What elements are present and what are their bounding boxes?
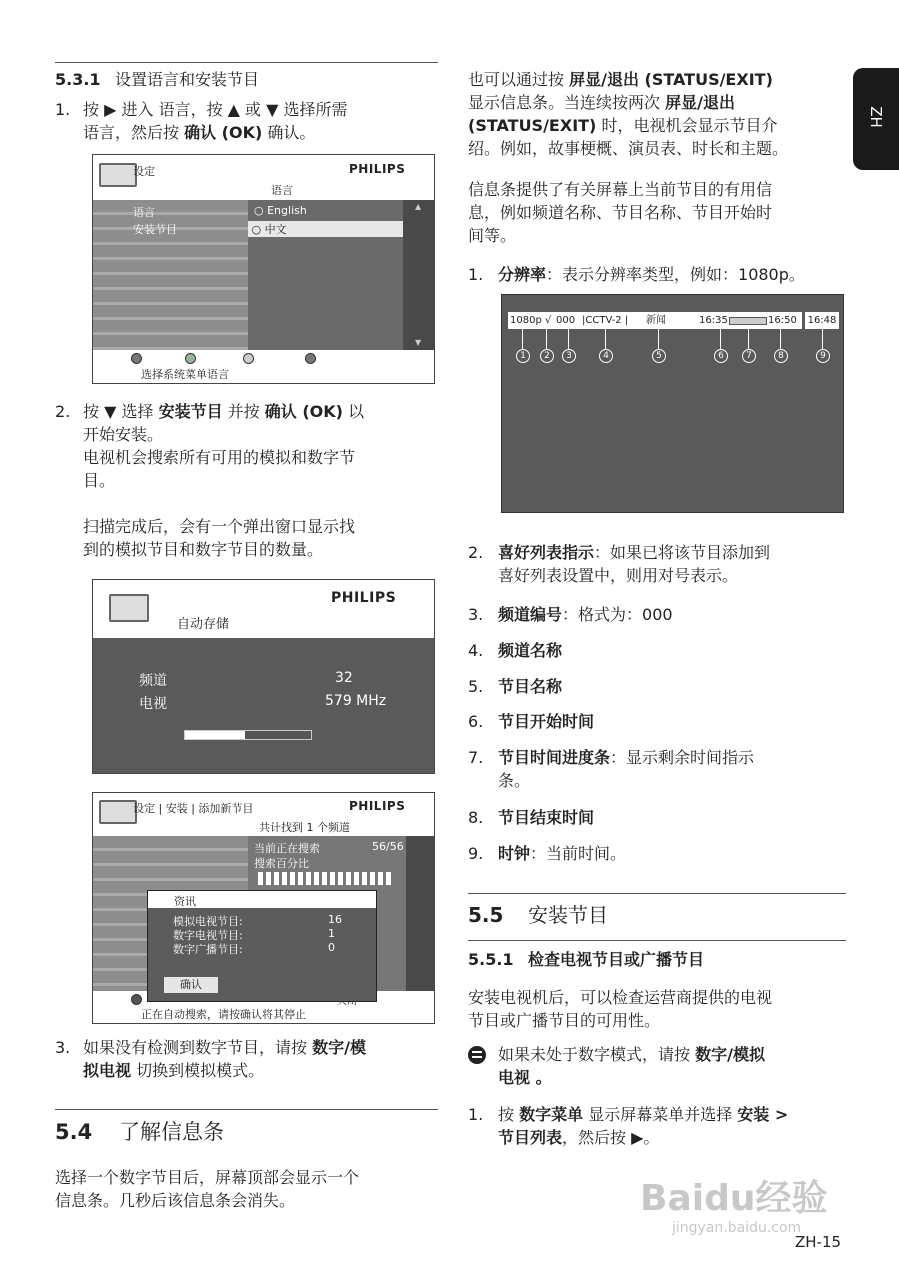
- section-heading-5-5: 5.5 安装节目: [468, 903, 608, 927]
- marker-7: 7: [742, 349, 756, 363]
- popup-row-value: 1: [328, 927, 335, 940]
- menu-item-language[interactable]: 语言: [133, 206, 155, 219]
- popup-row: 数字广播节目:: [173, 943, 243, 956]
- tv-label: 电视: [139, 696, 167, 712]
- marker-2: 2: [540, 349, 554, 363]
- section-heading-5-4: 5.4 了解信息条: [55, 1120, 224, 1144]
- infobar-channel-number: 000: [556, 315, 576, 326]
- marker-line: [522, 329, 523, 349]
- popup-row: 模拟电视节目:: [173, 915, 243, 928]
- scrollbar[interactable]: [403, 200, 434, 350]
- list-item: 1. 分辨率：表示分辨率类型，例如：1080p。: [468, 265, 805, 284]
- screen-header: [93, 793, 434, 836]
- marker-line: [748, 329, 749, 349]
- page-number: ZH-15: [795, 1233, 842, 1251]
- infobar-program-name: 新闻: [646, 315, 666, 326]
- tv-icon: [99, 163, 137, 187]
- step-1: 1. 按 ▶ 进入 语言，按 ▲ 或 ▼ 选择所需 语言，然后按 确认 (OK) 确认。: [55, 100, 348, 142]
- infobar-resolution: 1080p √: [510, 315, 552, 326]
- auto-store-screen: [92, 579, 435, 774]
- marker-line: [780, 329, 781, 349]
- paragraph-status-exit: 也可以通过按 屏显/退出 (STATUS/EXIT) 显示信息条。当连续按两次 屏显/退出 (STATUS/EXIT) 时，电视机会显示节目介 绍。例如，故事梗概、演员表、时长和主题。: [468, 70, 789, 158]
- popup-row-value: 0: [328, 941, 335, 954]
- breadcrumb: 设定 | 安装 | 添加新节目: [133, 802, 254, 815]
- marker-6: 6: [714, 349, 728, 363]
- list-item: 8. 节目结束时间: [468, 808, 595, 827]
- footer-hint: 正在自动搜索，请按确认将其停止: [141, 1008, 306, 1021]
- paragraph-5-5-1: 安装电视机后，可以检查运营商提供的电视 节目或广播节目的可用性。: [468, 988, 773, 1030]
- popup-row: 数字电视节目:: [173, 929, 243, 942]
- options-panel: [248, 200, 403, 350]
- info-popup: [147, 890, 377, 1002]
- infobar-progress-bar: [729, 317, 767, 325]
- divider: [468, 940, 846, 941]
- popup-title: 资讯: [174, 895, 196, 908]
- search-count: 56/56: [372, 840, 404, 853]
- philips-logo: PHILIPS: [349, 162, 406, 176]
- divider: [468, 893, 846, 894]
- divider: [55, 1109, 438, 1110]
- channel-label: 频道: [139, 673, 167, 689]
- list-item: 7. 节目时间进度条：显示剩余时间指示 条。: [468, 748, 755, 790]
- divider: [55, 62, 438, 63]
- list-item: 3. 频道编号：格式为：000: [468, 605, 673, 624]
- step-2: 2. 按 ▼ 选择 安装节目 并按 确认 (OK) 以 开始安装。 电视机会搜索所有可用的模拟和数字节 目。 扫描完成后，会有一个弹出窗口显示找 到的模拟节目和数字节目的数量。: [55, 402, 365, 559]
- scrollbar[interactable]: [406, 836, 434, 991]
- paragraph-infobar-intro: 信息条提供了有关屏幕上当前节目的有用信 息，例如频道名称、节目名称、节目开始时 间等。: [468, 180, 773, 245]
- section-heading-5-5-1: 5.5.1 检查电视节目或广播节目: [468, 950, 705, 969]
- marker-line: [605, 329, 606, 349]
- note-icon: [468, 1046, 486, 1064]
- search-progress-bar: [258, 872, 394, 885]
- scroll-down-icon: ▼: [415, 338, 422, 347]
- color-key-yellow-icon: [243, 353, 254, 364]
- marker-9: 9: [816, 349, 830, 363]
- menu-panel: [93, 200, 248, 350]
- popup-row-value: 16: [328, 913, 342, 926]
- language-tab: [853, 68, 899, 170]
- note: 如果未处于数字模式，请按 数字/模拟 电视 。: [498, 1045, 765, 1087]
- list-item: 5. 节目名称: [468, 677, 563, 696]
- popup-title-bar: [148, 891, 376, 908]
- infobar-screen: [501, 294, 844, 513]
- screen-header: [93, 580, 434, 638]
- screen-header: [93, 155, 434, 200]
- watermark-url: jingyan.baidu.com: [672, 1220, 802, 1236]
- infobar-end-time: 16:50: [768, 315, 797, 326]
- marker-line: [658, 329, 659, 349]
- progress-bar: [184, 730, 312, 740]
- screen-title: 设定: [133, 165, 155, 178]
- color-key-blue-icon: [305, 353, 316, 364]
- marker-line: [720, 329, 721, 349]
- add-channel-screen: [92, 792, 435, 1024]
- step-3: 3. 如果没有检测到数字节目，请按 数字/模 拟电视 切换到模拟模式。: [55, 1038, 366, 1080]
- infobar-clock: 16:48: [805, 312, 839, 329]
- ok-button[interactable]: 确认: [164, 977, 218, 993]
- marker-line: [546, 329, 547, 349]
- list-item: 9. 时钟：当前时间。: [468, 844, 627, 863]
- search-percent-label: 搜索百分比: [254, 857, 309, 870]
- marker-4: 4: [599, 349, 613, 363]
- favorite-check-icon: √: [544, 315, 552, 326]
- screen-footer: [93, 350, 434, 383]
- menu-item-install[interactable]: 安装节目: [133, 223, 177, 236]
- search-status: 当前正在搜索: [254, 842, 320, 855]
- channel-value: 32: [335, 670, 353, 686]
- footer-hint: 选择系统菜单语言: [141, 368, 229, 381]
- list-item: 2. 喜好列表指示：如果已将该节目添加到 喜好列表设置中，则用对号表示。: [468, 543, 771, 585]
- infobar-start-time: 16:35: [699, 315, 728, 326]
- language-tab-label: ZH: [866, 106, 885, 128]
- philips-logo: PHILIPS: [331, 590, 397, 606]
- color-key-red-icon: [131, 353, 142, 364]
- infobar: [508, 312, 802, 329]
- list-item: 4. 频道名称: [468, 641, 563, 660]
- tv-icon: [99, 800, 137, 824]
- marker-line: [568, 329, 569, 349]
- infobar-channel-name: |CCTV-2 |: [582, 315, 629, 326]
- found-count: 共计找到 1 个频道: [259, 821, 350, 834]
- option-english[interactable]: ○ English: [254, 204, 307, 217]
- marker-8: 8: [774, 349, 788, 363]
- step-5-5-1-1: 1. 按 数字菜单 显示屏幕菜单并选择 安装 > 节目列表，然后按 ▶。: [468, 1105, 789, 1147]
- marker-3: 3: [562, 349, 576, 363]
- progress-fill: [185, 731, 245, 739]
- watermark-logo: Baidu经验: [640, 1178, 828, 1219]
- color-key-green-icon: [185, 353, 196, 364]
- scroll-up-icon: ▲: [415, 202, 422, 211]
- frequency-value: 579 MHz: [325, 693, 387, 709]
- marker-5: 5: [652, 349, 666, 363]
- language-menu-screen: [92, 154, 435, 384]
- screen-title: 自动存储: [177, 617, 230, 632]
- paragraph-5-4: 选择一个数字节目后，屏幕顶部会显示一个 信息条。几秒后该信息条会消失。: [55, 1168, 360, 1210]
- marker-line: [822, 329, 823, 349]
- section-heading-5-3-1: 5.3.1 设置语言和安装节目: [55, 70, 260, 89]
- screen-subtitle: 语言: [271, 184, 293, 197]
- tv-icon: [109, 594, 149, 622]
- philips-logo: PHILIPS: [349, 799, 406, 813]
- marker-1: 1: [516, 349, 530, 363]
- option-chinese[interactable]: ○ 中文: [248, 221, 403, 237]
- color-key-red-icon: [131, 994, 142, 1005]
- list-item: 6. 节目开始时间: [468, 712, 595, 731]
